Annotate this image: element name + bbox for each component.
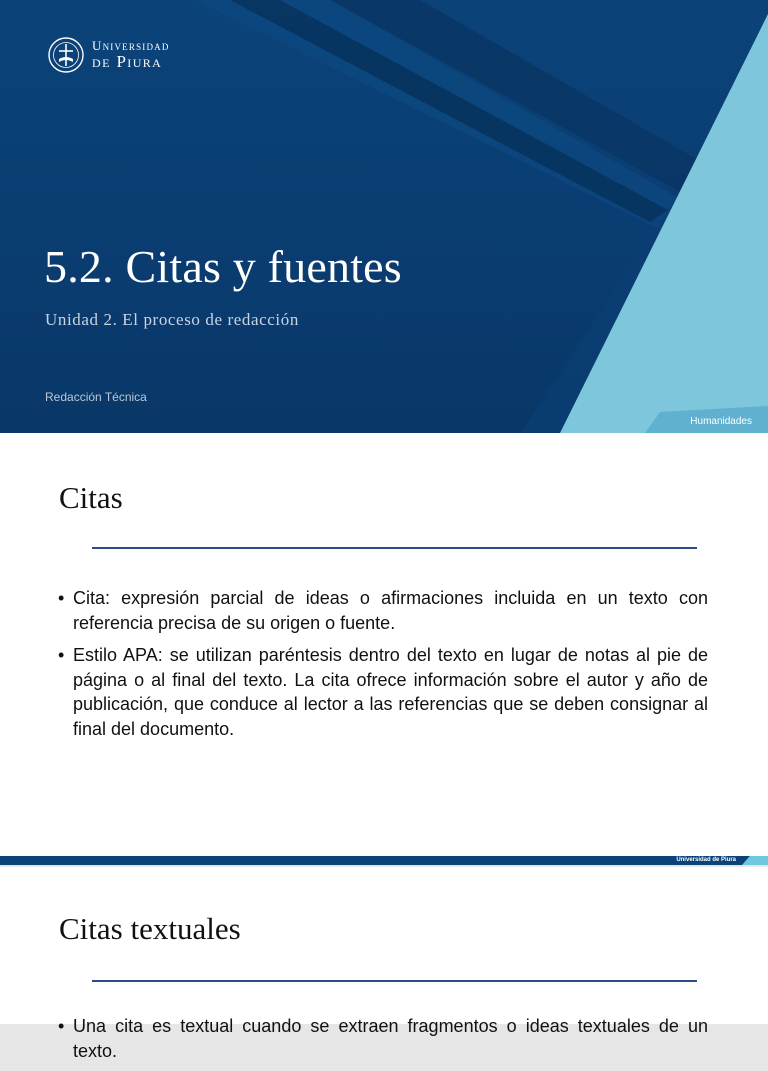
slide-subtitle: Unidad 2. El proceso de redacción — [45, 310, 299, 329]
title-slide — [0, 0, 768, 433]
slide-title: 5.2. Citas y fuentes — [44, 241, 402, 292]
logo-line2: de Piura — [92, 51, 163, 71]
logo-line1: Universidad — [92, 38, 170, 54]
slide-heading: Citas — [59, 480, 123, 515]
seal-icon — [46, 31, 86, 79]
bullet-list — [58, 1014, 708, 1071]
university-logo — [46, 31, 170, 79]
slide-heading: Citas textuales — [59, 911, 241, 946]
citas-slide — [0, 433, 768, 856]
bullet-list — [58, 586, 708, 749]
footer-accent — [742, 856, 768, 865]
bullet-item: • Una cita es textual cuando se extraen fragmentos o ideas textuales de un texto. — [58, 1014, 708, 1063]
bullet-item: • Cita: expresión parcial de ideas o afirmaciones incluida en un texto con referencia precisa de su origen o fuente. — [58, 586, 708, 635]
footer-bar — [0, 856, 768, 865]
footer-label: Universidad de Piura — [676, 857, 736, 863]
course-name: Redacción Técnica — [45, 390, 147, 404]
citas-textuales-slide — [0, 867, 768, 1061]
heading-rule — [92, 980, 697, 982]
bullet-item: • Estilo APA: se utilizan paréntesis dentro del texto en lugar de notas al pie de página o al final del texto. La cita ofrece información sobre el autor y año de publicación, que conduce al lector a las referencias que se deben consignar al final del documento. — [58, 643, 708, 741]
area-label: Humanidades — [690, 416, 752, 427]
heading-rule — [92, 547, 697, 549]
